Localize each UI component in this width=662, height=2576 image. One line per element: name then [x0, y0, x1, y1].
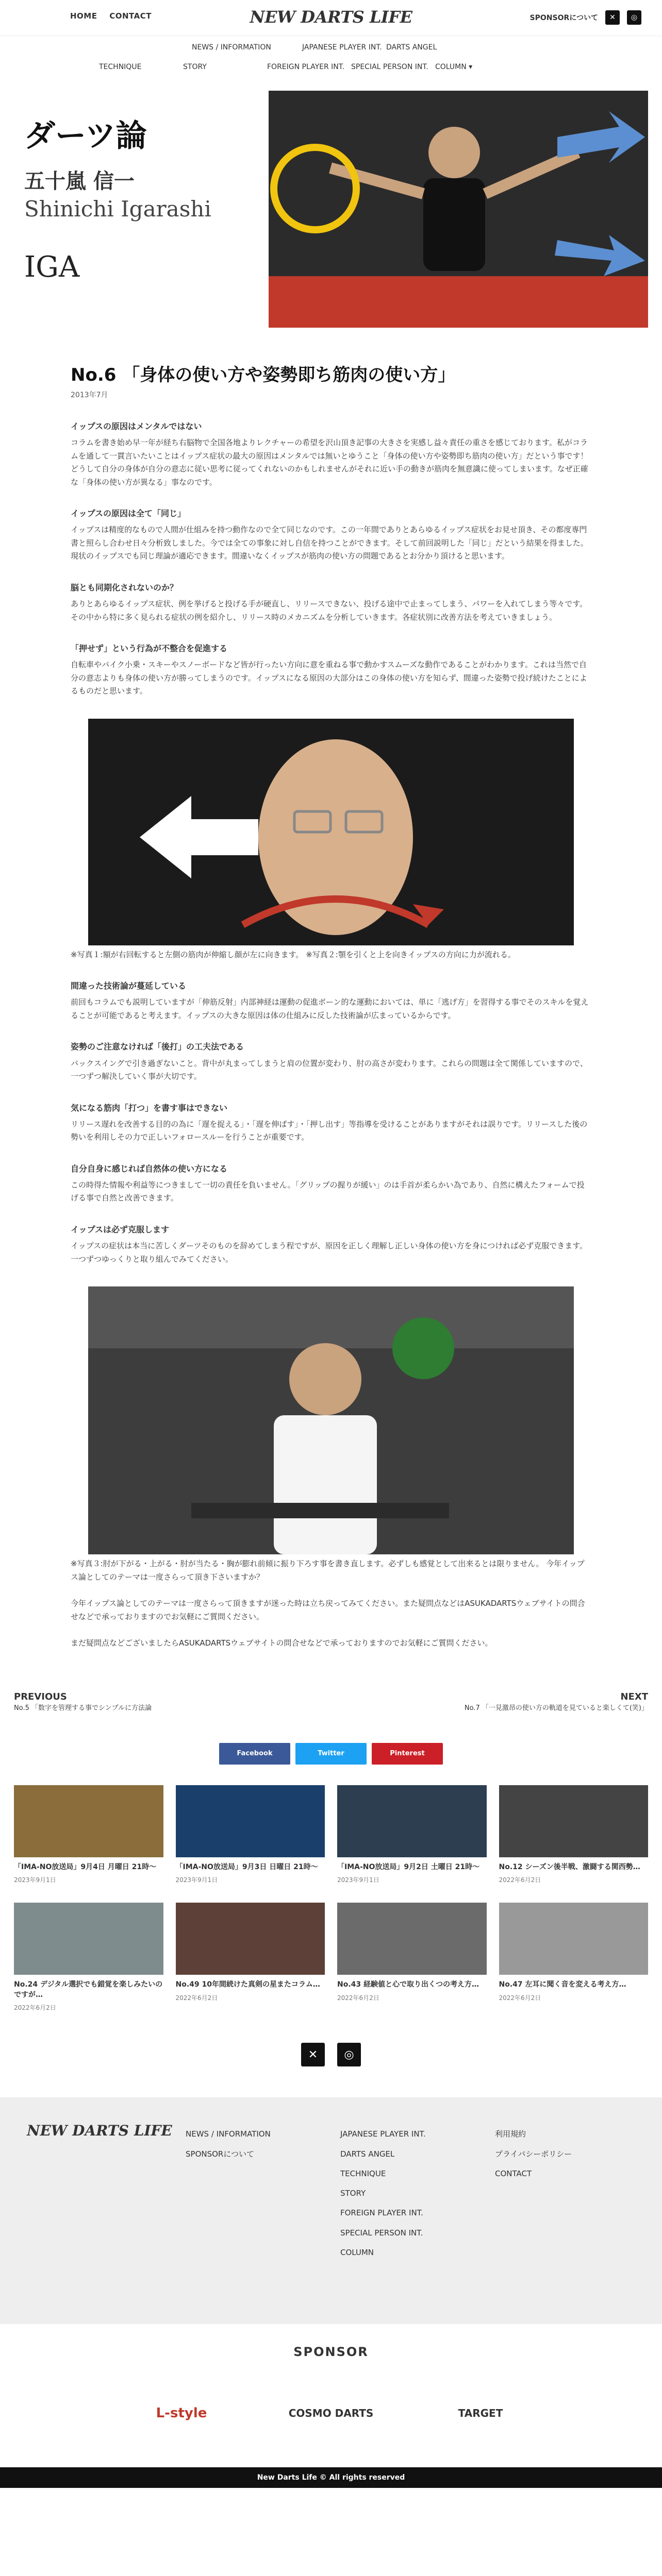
nav-foreign-player[interactable]: FOREIGN PLAYER INT.: [267, 63, 345, 71]
related-title[interactable]: No.49 10年間続けた真剣の星またコラム…: [175, 1980, 320, 1989]
related-date: 2022年6月2日: [175, 1994, 218, 2002]
related-title[interactable]: No.43 経験値と心で取り出くつの考え方…: [337, 1980, 479, 1989]
sponsor-logo-cosmo[interactable]: [272, 2380, 390, 2447]
footer: [0, 2097, 662, 2324]
footer-link[interactable]: NEWS / INFORMATION: [186, 2129, 271, 2139]
footer-column-2: [340, 2124, 426, 2262]
site-logo[interactable]: NEW DARTS LIFE: [250, 7, 412, 27]
footer-link[interactable]: STORY: [340, 2189, 366, 2198]
footer-link[interactable]: JAPANESE PLAYER INT.: [340, 2129, 426, 2139]
related-date: 2022年6月2日: [14, 2004, 56, 2012]
section-text: コラムを書き始め早一年が経ち右脳物で全国各地よりレクチャーの希望を沢山頂き記事の大きさを実感し益々責任の重さを感じております。私がコラムを通して一貫言いたいことはイップス症状の最大の原因はメンタルでは無いとゆうこと「身体の使い方や姿勢即ち筋肉の使い方」だという事です！どうして自分の身体が自分の意志に従い思考に従ってくれないのかもしれませんがそれに近い手の動きが筋肉を無意識に使ってしまいます。なぜ正確な「身体の使い方が異なる」事なのです。: [71, 438, 588, 487]
section-heading: イップスは必ず克服します: [71, 1224, 170, 1234]
next-label: NEXT: [620, 1691, 648, 1702]
related-title[interactable]: No.47 左耳に聞く音を変える考え方…: [499, 1980, 626, 1989]
instagram-icon[interactable]: ◎: [627, 10, 641, 25]
related-card[interactable]: [499, 1903, 649, 2012]
article-date: 2013年7月: [71, 391, 108, 400]
sponsor-logos: [0, 2380, 662, 2447]
related-date: 2022年6月2日: [499, 1994, 541, 2002]
previous-post[interactable]: [14, 1691, 152, 1712]
instagram-icon[interactable]: ◎: [337, 2043, 361, 2066]
contact-link[interactable]: CONTACT: [109, 11, 152, 21]
sponsor-logo-text: TARGET: [458, 2407, 503, 2420]
nav-news[interactable]: NEWS / INFORMATION: [192, 43, 271, 52]
footer-logo[interactable]: NEW DARTS LIFE: [27, 2122, 172, 2140]
previous-label: PREVIOUS: [14, 1691, 67, 1702]
section-heading: イップスの原因は全て「同じ」: [71, 509, 186, 519]
section-text: この時得た情報や利益等につきまして一切の責任を負いません。「グリップの握りが緩い」のは手首が柔らかい為であり、自然に構えたフォームで投げる事で自然と改善できます。: [71, 1180, 585, 1203]
hero-caption: [24, 111, 211, 284]
footer-link[interactable]: COLUMN: [340, 2247, 374, 2257]
related-thumbnail[interactable]: [14, 1785, 163, 1857]
related-posts: [14, 1785, 648, 2012]
twitter-icon[interactable]: ✕: [301, 2043, 325, 2066]
sponsor-link[interactable]: SPONSORについて: [529, 14, 598, 22]
nav-technique[interactable]: TECHNIQUE: [99, 63, 142, 71]
footer-link[interactable]: プライバシーポリシー: [495, 2149, 572, 2159]
section-heading: 間違った技術論が蔓延している: [71, 981, 187, 991]
nav-row-2: [99, 63, 519, 71]
footer-link[interactable]: SPECIAL PERSON INT.: [340, 2228, 423, 2238]
next-post[interactable]: [465, 1691, 648, 1712]
related-card[interactable]: [337, 1903, 487, 2012]
sponsor-title: SPONSOR: [293, 2345, 369, 2360]
section-heading: 気になる筋肉「打つ」を書す事はできない: [71, 1103, 228, 1113]
top-bar: [0, 0, 662, 36]
section-text: バックスイングで引き過ぎないこと。背中が丸まってしまうと肩の位置が変わり、肘の高さが変わります。これらの問題は全て関係していますので、一つずつ解決していく事が大切です。: [71, 1058, 588, 1081]
footer-column-1: [186, 2124, 271, 2164]
nav-row-1: [192, 43, 470, 52]
related-title[interactable]: 「IMA-NO放送局」9月2日 土曜日 21時〜: [337, 1862, 480, 1871]
hero-author-en: Shinichi Igarashi: [24, 196, 211, 222]
social-links: [0, 2043, 662, 2066]
related-thumbnail[interactable]: [176, 1785, 325, 1857]
facebook-share-button[interactable]: Facebook: [219, 1743, 290, 1765]
section-text: イップスの症状は本当に苦しくダーツそのものを辞めてしまう程ですが、原因を正しく理解し正しい身体の使い方を身につければ必ず克服できます。一つずつゆっくりと取り組んでみてください。: [71, 1241, 588, 1264]
footer-link[interactable]: CONTACT: [495, 2168, 532, 2178]
related-thumbnail[interactable]: [499, 1785, 649, 1857]
nav-darts-angel[interactable]: DARTS ANGEL: [386, 43, 437, 52]
related-thumbnail[interactable]: [337, 1785, 487, 1857]
section-heading: イップスの原因はメンタルではない: [71, 421, 202, 431]
hero-author-jp: 五十嵐 信一: [24, 170, 135, 193]
section-text: イップスは精度的なもので人間が仕組みを持つ動作なので全て同じなのです。この一年間でありとあらゆるイップス症状をお見せ頂き、その都度専門書と照らし合わせ日々分析致しました。今では全ての事象に対し自信を持つことができます。そして前回説明した「同じ」だという結果を得ました。現状のイップスでも同じ理論が適応できます。間違いなくイップスが筋肉の使い方の問題であるとお分かり頂けると思います。: [71, 525, 588, 561]
thanks-text: まだ疑問点などございましたらASUKADARTSウェブサイトの問合せなどで承っておりますのでお気軽にご質問ください。: [71, 1638, 493, 1648]
section-text: リリース遅れを改善する目的の為に「遅を捉える」・「遅を伸ばす」・「押し出す」等指導を受けることがありますがそれは誤りです。リリースした後の勢いを利用しその力で正しいフォロースルーを行うことが重要です。: [71, 1119, 588, 1142]
related-title[interactable]: 「IMA-NO放送局」9月4日 月曜日 21時〜: [14, 1862, 157, 1871]
related-date: 2022年6月2日: [337, 1994, 379, 2002]
related-card[interactable]: [176, 1903, 325, 2012]
footer-link[interactable]: DARTS ANGEL: [340, 2149, 395, 2159]
twitter-icon[interactable]: ✕: [605, 10, 620, 25]
section-heading: 姿勢のご注意なければ「後打」の工夫法である: [71, 1042, 244, 1052]
section-text: 前回もコラムでも説明していますが「伸筋反射」内部神経は運動の促進ボーン的な運動においては、単に「逃げ方」を習得する事でそのスキルを覚えることが可能であると考えます。イップスの大きな原因は体の仕組みに反した技術論が広まっているからです。: [71, 997, 589, 1020]
section-heading: 自分自身に感じれば自然体の使い方になる: [71, 1163, 228, 1174]
related-date: 2022年6月2日: [499, 1876, 541, 1884]
related-title[interactable]: No.24 デジタル選択でも錯覚を楽しみたいのですが…: [14, 1980, 163, 1999]
pinterest-share-button[interactable]: Pinterest: [372, 1743, 443, 1765]
related-card[interactable]: [14, 1785, 163, 1885]
share-buttons: [0, 1743, 662, 1765]
article: [71, 364, 591, 1650]
hero-photo: [269, 91, 648, 328]
nav-special-person[interactable]: SPECIAL PERSON INT.: [351, 63, 428, 71]
previous-title: No.5 「数字を管理する事でシンプルに方法論: [14, 1704, 152, 1712]
next-title: No.7 「一見激昂の使い方の軌道を見ていると楽しくて(笑)」: [464, 1704, 648, 1712]
hero-banner: [14, 91, 648, 328]
copyright: New Darts Life © All rights reserved: [0, 2467, 662, 2488]
sponsor-logo-text: L-style: [156, 2405, 207, 2421]
related-card[interactable]: [14, 1903, 163, 2012]
nav-story[interactable]: STORY: [183, 63, 207, 71]
article-figure-1: [88, 719, 574, 945]
hero-title: ダーツ論: [24, 118, 147, 154]
sponsor-section: [0, 2324, 662, 2447]
figure-1-caption: ※写真１:額が右回転すると左側の筋肉が伸縮し顔が左に向きます。 ※写真２:顎を引くと上を向きイップスの方向に力が流れる。: [71, 950, 516, 959]
sponsor-logo-lstyle[interactable]: [122, 2380, 241, 2447]
footer-link[interactable]: FOREIGN PLAYER INT.: [340, 2208, 423, 2218]
nav-japanese-player[interactable]: JAPANESE PLAYER INT.: [302, 43, 382, 52]
twitter-share-button[interactable]: Twitter: [295, 1743, 367, 1765]
hero-nickname: IGA: [24, 250, 80, 284]
section-text: ありとあらゆるイップス症状、例を挙げると投げる手が硬直し、リリースできない、投げる途中で止まってしまう、パワーを入れてしまう等々です。その中から特に多く見られる症状の例を紹介し、リリース時のメカニズムを分析していきます。各症状別に改善方法を考えていきましょう。: [71, 599, 588, 622]
footer-link[interactable]: SPONSORについて: [186, 2149, 255, 2159]
related-date: 2023年9月1日: [175, 1876, 218, 1884]
footer-column-3: [495, 2124, 572, 2183]
related-card[interactable]: [176, 1785, 325, 1885]
footer-link[interactable]: 利用規約: [495, 2129, 526, 2139]
article-title: No.6 「身体の使い方や姿勢即ち筋肉の使い方」: [71, 365, 456, 385]
related-thumbnail[interactable]: [337, 1903, 487, 1975]
related-title[interactable]: 「IMA-NO放送局」9月3日 日曜日 21時〜: [175, 1862, 318, 1871]
sponsor-logo-text: COSMO DARTS: [288, 2407, 374, 2420]
top-right: [530, 10, 641, 25]
section-heading: 「押せず」という行為が不整合を促進する: [71, 643, 228, 654]
footer-link[interactable]: TECHNIQUE: [340, 2168, 386, 2178]
related-thumbnail[interactable]: [499, 1903, 649, 1975]
related-date: 2023年9月1日: [337, 1876, 379, 1884]
main-nav: [0, 36, 662, 80]
home-link[interactable]: HOME: [70, 11, 97, 21]
section-heading: 脳とも同期化されないのか？: [71, 582, 178, 592]
related-card[interactable]: [499, 1785, 649, 1885]
nav-column[interactable]: COLUMN ▾: [435, 63, 473, 71]
closing-text: 今年イップス論としてのテーマは一度さらって頂きますが迷った時は立ち戻ってみてください。また疑問点などはASUKADARTSウェブサイトの問合せなどで承っておりますのでお気軽にご質問ください。: [71, 1599, 585, 1621]
section-text: 自転車やバイク小乗・スキーやスノーボードなど皆が行ったい方向に意を重ねる事で動かすスムーズな動作であることがわかります。これは当然で自分の意志よりも身体の使い方が勝ってしまうのです。イップスになる原因の大部分はこの身体の使い方を知らず、間違った姿勢で投げ続けたことによるものだと思います。: [71, 660, 587, 696]
related-card[interactable]: [337, 1785, 487, 1885]
figure-2-caption: ※写真３:肘が下がる・上がる・肘が当たる・胸が膨れ前傾に振り下ろす事を書き直します。必ずしも感覚として出来るとは限りません。 今年イップス論としてのテーマは一度さらって頂き下さいますか？: [71, 1559, 585, 1582]
post-navigation: [14, 1691, 648, 1712]
related-thumbnail[interactable]: [176, 1903, 325, 1975]
article-figure-2: [88, 1286, 574, 1554]
related-thumbnail[interactable]: [14, 1903, 163, 1975]
related-title[interactable]: No.12 シーズン後半戦、激闘する関西勢…: [499, 1862, 640, 1871]
related-date: 2023年9月1日: [14, 1876, 56, 1884]
sponsor-logo-target[interactable]: [421, 2380, 540, 2447]
